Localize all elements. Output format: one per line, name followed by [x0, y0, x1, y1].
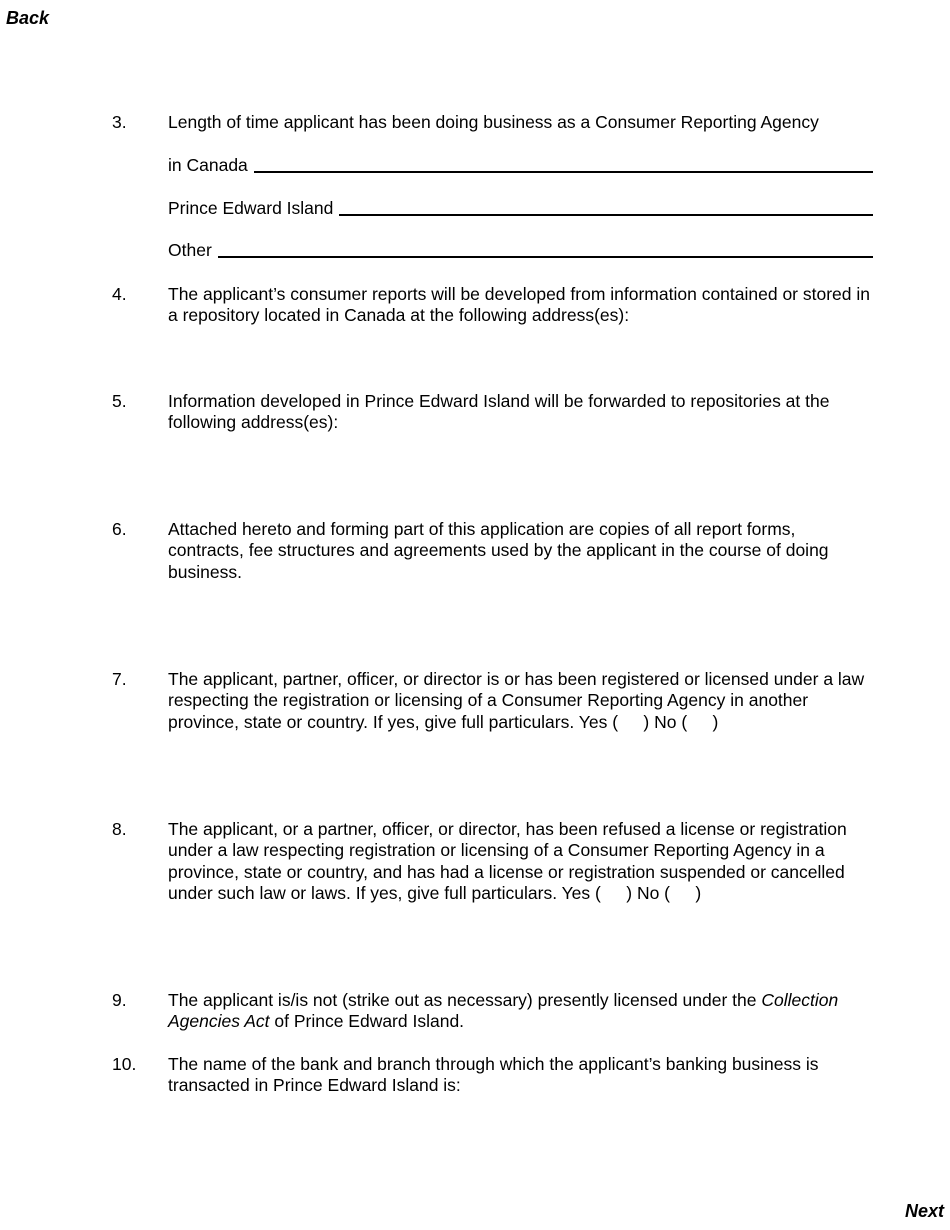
- question-text: [168, 819, 874, 904]
- question-text: Information developed in Prince Edward Island will be forwarded to repositories at the following address(es):: [168, 391, 830, 433]
- question-9: [112, 990, 874, 1033]
- yes-option[interactable]: Yes (: [578, 711, 619, 732]
- question-text: The name of the bank and branch through which the applicant’s banking business is transacted in Prince Edward Island is:: [168, 1054, 819, 1096]
- other-field[interactable]: [218, 256, 873, 258]
- next-link[interactable]: Next: [904, 1201, 944, 1221]
- item-number: 9.: [112, 990, 127, 1010]
- item-number: 10.: [112, 1054, 137, 1074]
- question-8: [112, 819, 874, 904]
- no-option[interactable]: No (: [636, 882, 670, 903]
- yes-option[interactable]: Yes (: [561, 882, 601, 903]
- item-number: 7.: [112, 669, 127, 689]
- question-body: The applicant, or a partner, officer, or director, has been refused a license or registration under a law respecting registration or licensing of a Consumer Reporting Agency in a province, state or country, and has had a license or registration suspended or cancelled under such law or laws. If yes, give full particulars.: [168, 819, 847, 903]
- item-number: 6.: [112, 519, 127, 539]
- question-tail: of Prince Edward Island.: [269, 1011, 465, 1032]
- question-10: [112, 1054, 874, 1097]
- in-canada-field[interactable]: [254, 171, 873, 173]
- question-body: The applicant is/is not (strike out as necessary) presently licensed under the: [168, 990, 757, 1010]
- question-body: The applicant, partner, officer, or director is or has been registered or licensed under a law respecting the registration or licensing of a Consumer Reporting Agency in another province, state or country. If yes, give full particulars.: [168, 669, 865, 732]
- no-close: ): [695, 882, 702, 903]
- question-text: [168, 990, 874, 1033]
- question-text: The applicant’s consumer reports will be developed from information contained or stored in a repository located in Canada at the following address(es):: [168, 284, 870, 326]
- no-close: ): [712, 711, 719, 732]
- question-text: [168, 669, 874, 733]
- yes-close: ): [626, 882, 633, 903]
- no-option[interactable]: ) No (: [643, 711, 688, 732]
- act-name: Collection Agencies Act: [168, 990, 839, 1032]
- question-3: [112, 112, 874, 133]
- question-4: [112, 284, 874, 327]
- back-link[interactable]: Back: [6, 8, 50, 28]
- question-text: Length of time applicant has been doing business as a Consumer Reporting Agency: [168, 112, 819, 132]
- pei-row: [168, 198, 873, 219]
- item-number: 4.: [112, 284, 127, 304]
- pei-field[interactable]: [339, 214, 873, 216]
- item-number: 3.: [112, 112, 127, 132]
- other-row: [168, 240, 873, 261]
- item-number: 8.: [112, 819, 127, 839]
- question-6: [112, 519, 874, 583]
- question-7: [112, 669, 874, 733]
- question-text: Attached hereto and forming part of this application are copies of all report forms, contracts, fee structures and agreements used by the applicant in the course of doing business.: [168, 519, 829, 582]
- question-5: [112, 391, 874, 434]
- item-number: 5.: [112, 391, 127, 411]
- other-label: Other: [168, 240, 212, 260]
- in-canada-label: in Canada: [168, 155, 248, 175]
- pei-label: Prince Edward Island: [168, 198, 334, 218]
- in-canada-row: [168, 155, 873, 176]
